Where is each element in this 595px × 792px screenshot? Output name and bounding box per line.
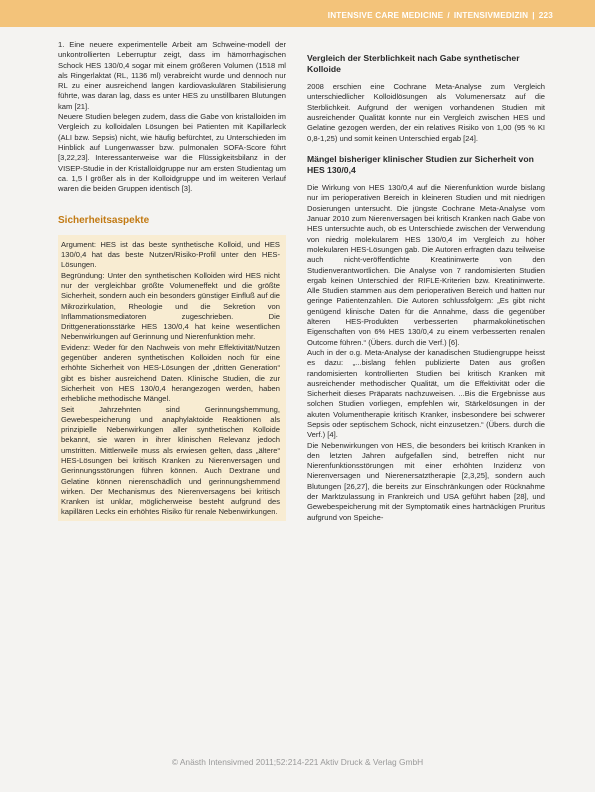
paragraph: 2008 erschien eine Cochrane Meta-Analyse zum Vergleich unterschiedlicher Kolloidlösungen als Volumenersatz auf die Sterblichkeit. Aufgrund der wenigen vorhandenen Studien mit ausreichender Qualität konnte nur ein Vergleich zwischen HES und Gelatine gezogen werden, der ein relatives Risiko von 1,00 (95 % KI 0,8-1,25) und somit keinen Unterschied ergab [24]. <box>307 82 545 143</box>
journal-name: INTENSIVE CARE MEDICINE <box>327 11 444 20</box>
paragraph: Auch in der o.g. Meta-Analyse der kanadischen Studiengruppe heisst es dazu: „...bislang fehlen publizierte Daten aus großen randomisierten kontrollierten Studien bei kritisch Kranken mit ausreichender methodischer Qualität, um die Effektivität oder die Sicherheit dieses Präparats nachzuweisen. ...Bis die Ergebnisse aus solchen Studien vorliegen, empfehlen wir, Stärkelösungen in der akuten Volumentherapie kritisch Kranker, insbesondere bei schwerer Sepsis oder septischem Schock, nicht einzusetzen.“ (Übers. durch die Verf.) [4]. <box>307 347 545 440</box>
page-number: 223 <box>538 11 553 20</box>
paragraph: Die Wirkung von HES 130/0,4 auf die Nierenfunktion wurde bislang nur im perioperativen Bereich in kleineren Studien und mit niedrigen Dosierungen untersucht. Die jüngste Cochrane Meta-Analyse vom Januar 2010 zum Nierenversagen bei kritisch Kranken nach Gabe von HES untersuchte auch, ob es Unterschiede zwischen der Verwendung von niedrig molekularem HES 130/0,4 im Vergleich zu höher molekularen HES-Lösungen gab. Die Autoren erfragten dazu teilweise auch nicht-veröffentlichte Kreatininwerte von den Studienverantwortlichen. Die Analyse von 7 randomisierten Studien ergab keinen Unterschied der RIFLE-Kriterien bzw. Kreatininwerte. Alle Studien stammen aus dem perioperativen Bereich und hatten nur geringe Patientenzahlen. Die Autoren schlussfolgern: „Es gibt nicht genügend klinische Daten für die Annahme, dass die gegenüber älteren HES-Produkten verbesserten pharmakokinetischen Eigenschaften von 6% HES 130/0,4 zu einem verbesserten renalen Outcome führen.“ (Übers. durch die Verf.) [6]. <box>307 183 545 347</box>
header-bar-separator: | <box>532 11 535 20</box>
subheading: Vergleich der Sterblichkeit nach Gabe synthetischer Kolloide <box>307 53 520 74</box>
evidenz-text: Evidenz: Weder für den Nachweis von mehr Effektivität/Nutzen gegenüber anderen synthetischen Kolloiden noch für eine erhöhte Sicherheit von HES-Lösungen der „dritten Generation“ gibt es bisher ausreichend Daten. Klinische Studien, die zur Sicherheit von HES 130/0,4 herangezogen werden, haben erhebliche methodische Mängel. <box>61 342 280 404</box>
section-title: Sicherheitsaspekte <box>58 215 150 227</box>
subheading: Mängel bisheriger klinischer Studien zur Sicherheit von HES 130/0,4 <box>307 153 534 175</box>
journal-name-de: INTENSIVMEDIZIN <box>453 11 529 20</box>
right-column <box>307 53 545 523</box>
begruendung-text: Begründung: Unter den synthetischen Kolloiden wird HES nicht nur der vergleichbar größte Volumeneffekt und die größte Sicherheit, sondern auch ein besonders günstiger Einfluß auf die Mikrozirkulation, Rheologie und die Sekretion von Inflammationsmediatoren zugeschrieben. Die Drittgenerationsstärke HES 130/0,4 hat keine wesentlichen Nebenwirkungen auf Gerinnung und Nierenfunktion mehr. <box>61 270 280 342</box>
running-header <box>328 11 553 20</box>
argument-text: Argument: HES ist das beste synthetische Kolloid, und HES 130/0,4 hat das beste Nutzen/Risiko-Profil unter den HES-Lösungen. <box>61 239 280 270</box>
paragraph: Seit Jahrzehnten sind Gerinnungshemmung, Gewebespeicherung und anaphylaktoide Reaktionen als prinzipielle Nebenwirkungen aller synthetischen Kolloide bekannt, sie waren in ihrer klinischen Relevanz jedoch umstritten. Mittlerweile muss als erwiesen gelten, dass „ältere“ HES-Lösungen bei kritisch Kranken zu Nierenversagen und Gerinnungsstörungen führen können. Auch Dextrane und Gelatine können nierenschädlich und gerinnungshemmend wirken. Der Mechanismus des Nierenversagens bei kritisch Kranken ist unklar, möglicherweise besteht aufgrund des kapillären Lecks ein erhöhtes Risiko für renale Nebenwirkungen. <box>61 404 280 517</box>
paragraph: 1. Eine neuere experimentelle Arbeit am Schweine-modell der unkontrollierten Leberruptur zeigt, dass im hämorrhagischen Schock HES 130/0,4 sogar mit einem größeren Volumen (1518 ml als Ringerlaktat (RL, 1136 ml) verabreicht wurde und dennoch nur RL zu einer ausreichend langen kardiovaskulären Stabilisierung führte, was daran lag, dass es unter HES zu unstillbaren Blutungen kam [21]. <box>58 40 286 111</box>
copyright-footer: © Anästh Intensivmed 2011;52:214-221 Aktiv Druck & Verlag GmbH <box>171 757 424 767</box>
header-separator: / <box>447 11 450 20</box>
paragraph: Neuere Studien belegen zudem, dass die Gabe von kristalloiden im Vergleich zu kolloidalen Lösungen bei Patienten mit Kapillarleck (ALI bzw. Sepsis) nicht, wie häufig befürchtet, zu Unterschieden im Hinblick auf Lungenwasser bzw. pulmonalen SOFA-Score führt [3,22,23]. Interessanterweise war die Flüssigkeitsbilanz in der VISEP-Studie in der Kristalloidgruppe nur am ersten Studientag um ca. 1,5 l größer als in der Kolloidgruppe und im weiteren Verlauf waren die beiden Gruppen identisch [3]. <box>58 112 286 194</box>
argument-box <box>58 235 286 521</box>
left-column <box>58 40 286 521</box>
paragraph: Die Nebenwirkungen von HES, die besonders bei kritisch Kranken in den letzten Jahren aufgefallen sind, betreffen nicht nur Nierenfunktionsstörungen mit einer erhöhten Inzidenz von Nierenversagen und Nierenersatztherapie [2,3,25], sondern auch Blutungen [26,27], die bereits zur Einschränkungen oder Rücknahme der Marktzulassung in Frankreich und USA geführt haben [28], und Gewebespeicherung mit der Symptomatik eines hartnäckigen Pruritus aufgrund von Speiche- <box>307 440 545 522</box>
